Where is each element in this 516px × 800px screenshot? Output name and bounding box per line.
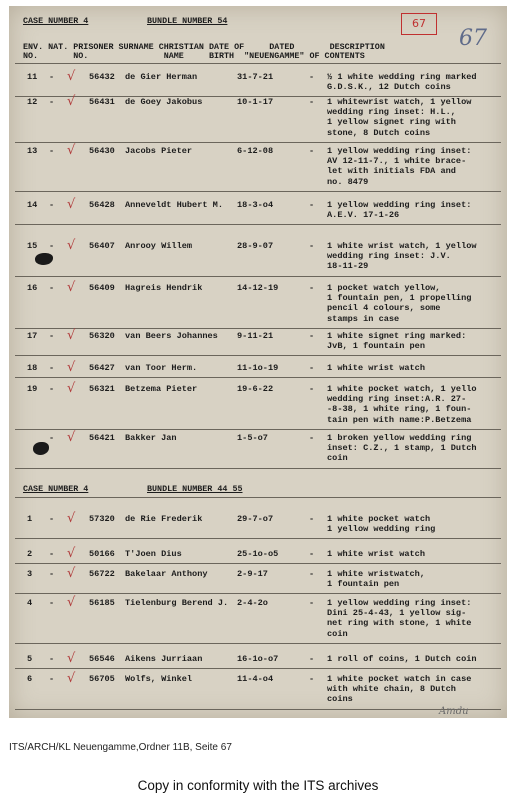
dash: - (309, 654, 315, 664)
birth-date: 10-1-17 (237, 97, 274, 107)
env-number: 14 (27, 200, 38, 210)
dash: - (49, 241, 55, 251)
contents-description: JvB, 1 fountain pen (327, 341, 425, 352)
check-mark: √ (67, 671, 76, 686)
check-mark: √ (67, 381, 76, 396)
row-rule (15, 224, 501, 225)
prisoner-number: 56428 (89, 200, 115, 210)
row-rule (15, 429, 501, 430)
document-page (9, 6, 507, 718)
contents-description: 1 white wrist watch (327, 363, 425, 373)
env-number: 1 (27, 514, 33, 524)
prisoner-number: 56431 (89, 97, 115, 107)
dash: - (309, 674, 315, 684)
prisoner-name: de Rie Frederik (125, 514, 203, 524)
dash: - (309, 549, 315, 559)
check-mark: √ (67, 69, 76, 84)
prisoner-name: van Toor Herm. (125, 363, 198, 373)
dash: - (49, 200, 55, 210)
birth-date: 1-5-o7 (237, 433, 268, 443)
birth-date: 31-7-21 (237, 72, 274, 82)
prisoner-number: 56722 (89, 569, 115, 579)
row-rule (15, 538, 501, 539)
dash: - (49, 72, 55, 82)
prisoner-number: 56546 (89, 654, 115, 664)
case-number-1: CASE NUMBER 4 (23, 16, 89, 26)
dash: - (49, 654, 55, 664)
birth-date: 6-12-08 (237, 146, 274, 156)
archive-reference: ITS/ARCH/KL Neuengamme,Ordner 11B, Seite 67 (9, 742, 232, 753)
header-rule (15, 63, 501, 64)
check-mark: √ (67, 328, 76, 343)
row-rule (15, 355, 501, 356)
contents-description: G.D.S.K., 12 Dutch coins (327, 82, 451, 93)
prisoner-name: T'Joen Dius (125, 549, 182, 559)
prisoner-number: 56430 (89, 146, 115, 156)
dash: - (309, 72, 315, 82)
check-mark: √ (67, 430, 76, 445)
dash: - (309, 241, 315, 251)
contents-description: -8-38, 1 white ring, 1 foun- (327, 404, 472, 415)
contents-description: wedding ring inset: H.L., (327, 107, 456, 118)
contents-description: 1 white pocket watch (327, 514, 431, 524)
ink-blot (35, 253, 53, 265)
contents-description: net ring with stone, 1 white (327, 618, 472, 629)
dash: - (309, 283, 315, 293)
env-number: 17 (27, 331, 38, 341)
env-number: 19 (27, 384, 38, 394)
contents-description: 1 white pocket watch, 1 yello (327, 384, 477, 394)
dash: - (309, 598, 315, 608)
dash: - (49, 433, 55, 443)
env-number: 2 (27, 549, 33, 559)
dash: - (309, 514, 315, 524)
dash: - (49, 331, 55, 341)
contents-description: 1 yellow wedding ring inset: (327, 598, 472, 608)
dash: - (49, 598, 55, 608)
check-mark: √ (67, 595, 76, 610)
contents-description: stamps in case (327, 313, 400, 324)
prisoner-number: 56705 (89, 674, 115, 684)
prisoner-name: Tielenburg Berend J. (125, 598, 229, 608)
check-mark: √ (67, 546, 76, 561)
prisoner-name: Bakelaar Anthony (125, 569, 208, 579)
prisoner-name: Anneveldt Hubert M. (125, 200, 223, 210)
check-mark: √ (67, 143, 76, 158)
prisoner-name: de Goey Jakobus (125, 97, 203, 107)
column-headers-line1: ENV. NAT. PRISONER SURNAME CHRISTIAN DATE OF DATED DESCRIPTION (23, 42, 385, 52)
env-number: 18 (27, 363, 38, 373)
dash: - (49, 384, 55, 394)
prisoner-name: Bakker Jan (125, 433, 177, 443)
dash: - (49, 283, 55, 293)
prisoner-name: Betzema Pieter (125, 384, 198, 394)
row-rule (15, 593, 501, 594)
contents-description: 1 yellow wedding ring (327, 524, 436, 535)
dash: - (309, 331, 315, 341)
contents-description: AV 12-11-7., 1 white brace- (327, 156, 467, 167)
conformity-note: Copy in conformity with the ITS archives (137, 778, 379, 793)
contents-description: inset: C.Z., 1 stamp, 1 Dutch (327, 443, 477, 454)
column-headers-line2: NO. NO. NAME BIRTH "NEUENGAMME" OF CONTENTS (23, 51, 365, 61)
dash: - (49, 549, 55, 559)
dash: - (309, 146, 315, 156)
row-rule (15, 191, 501, 192)
dash: - (309, 433, 315, 443)
signature: Amdu (439, 706, 469, 717)
contents-description: tain pen with name:P.Betzema (327, 414, 472, 425)
row-rule (15, 468, 501, 469)
prisoner-number: 56409 (89, 283, 115, 293)
contents-description: 1 white signet ring marked: (327, 331, 467, 341)
prisoner-name: Aikens Jurriaan (125, 654, 203, 664)
contents-description: coins (327, 694, 353, 705)
prisoner-number: 56432 (89, 72, 115, 82)
contents-description: stone, 8 Dutch coins (327, 127, 431, 138)
birth-date: 16-1o-o7 (237, 654, 279, 664)
env-number: 6 (27, 674, 33, 684)
prisoner-name: van Beers Johannes (125, 331, 218, 341)
page-stamp: 67 (401, 13, 437, 35)
prisoner-number: 56407 (89, 241, 115, 251)
dash: - (309, 97, 315, 107)
contents-description: A.E.V. 17-1-26 (327, 210, 400, 221)
contents-description: with white chain, 8 Dutch (327, 684, 456, 695)
row-rule (15, 276, 501, 277)
row-rule (15, 643, 501, 644)
dash: - (49, 514, 55, 524)
env-number: 15 (27, 241, 38, 251)
contents-description: 1 white pocket watch in case (327, 674, 472, 684)
env-number: 5 (27, 654, 33, 664)
contents-description: 1 white wristwatch, (327, 569, 425, 579)
birth-date: 28-9-07 (237, 241, 274, 251)
contents-description: 1 yellow signet ring with (327, 117, 456, 128)
dash: - (49, 146, 55, 156)
row-rule (15, 142, 501, 143)
check-mark: √ (67, 511, 76, 526)
birth-date: 11-1o-19 (237, 363, 279, 373)
prisoner-number: 56421 (89, 433, 115, 443)
check-mark: √ (67, 280, 76, 295)
check-mark: √ (67, 197, 76, 212)
header-rule-2 (15, 497, 501, 498)
ink-blot (33, 442, 49, 455)
prisoner-number: 50166 (89, 549, 115, 559)
check-mark: √ (67, 360, 76, 375)
env-number: 4 (27, 598, 33, 608)
birth-date: 2-4-2o (237, 598, 268, 608)
birth-date: 19-6-22 (237, 384, 274, 394)
contents-description: 1 white wrist watch (327, 549, 425, 559)
prisoner-name: Anrooy Willem (125, 241, 193, 251)
prisoner-number: 56185 (89, 598, 115, 608)
row-rule (15, 668, 501, 669)
prisoner-name: Hagreis Hendrik (125, 283, 203, 293)
dash: - (49, 97, 55, 107)
check-mark: √ (67, 238, 76, 253)
contents-description: wedding ring inset: J.V. (327, 251, 451, 262)
contents-description: let with initials FDA and (327, 166, 456, 177)
row-rule (15, 563, 501, 564)
env-number: 12 (27, 97, 38, 107)
contents-description: coin (327, 453, 348, 464)
birth-date: 2-9-17 (237, 569, 268, 579)
contents-description: wedding ring inset:A.R. 27- (327, 394, 467, 405)
contents-description: 1 fountain pen (327, 579, 400, 590)
bundle-number-1: BUNDLE NUMBER 54 (147, 16, 228, 26)
env-number: 3 (27, 569, 33, 579)
contents-description: Dini 25-4-43, 1 yellow sig- (327, 608, 467, 619)
contents-description: ½ 1 white wedding ring marked (327, 72, 477, 82)
contents-description: 1 fountain pen, 1 propelling (327, 293, 472, 304)
contents-description: 1 whitewrist watch, 1 yellow (327, 97, 472, 107)
prisoner-name: de Gier Herman (125, 72, 198, 82)
handwritten-page-number: 67 (459, 26, 487, 51)
contents-description: pencil 4 colours, some (327, 303, 441, 314)
contents-description: no. 8479 (327, 176, 369, 187)
dash: - (49, 363, 55, 373)
prisoner-number: 56427 (89, 363, 115, 373)
birth-date: 25-1o-o5 (237, 549, 279, 559)
contents-description: 1 roll of coins, 1 Dutch coin (327, 654, 477, 664)
case-number-2: CASE NUMBER 4 (23, 484, 89, 494)
check-mark: √ (67, 566, 76, 581)
contents-description: coin (327, 628, 348, 639)
dash: - (309, 363, 315, 373)
prisoner-number: 56320 (89, 331, 115, 341)
birth-date: 11-4-o4 (237, 674, 274, 684)
contents-description: 1 yellow wedding ring inset: (327, 200, 472, 210)
prisoner-name: Wolfs, Winkel (125, 674, 193, 684)
prisoner-name: Jacobs Pieter (125, 146, 193, 156)
contents-description: 1 yellow wedding ring inset: (327, 146, 472, 156)
birth-date: 18-3-o4 (237, 200, 274, 210)
bundle-number-2: BUNDLE NUMBER 44 55 (147, 484, 243, 494)
dash: - (309, 569, 315, 579)
row-rule (15, 709, 501, 710)
contents-description: 1 broken yellow wedding ring (327, 433, 472, 443)
check-mark: √ (67, 94, 76, 109)
prisoner-number: 56321 (89, 384, 115, 394)
birth-date: 14-12-19 (237, 283, 279, 293)
row-rule (15, 328, 501, 329)
birth-date: 9-11-21 (237, 331, 274, 341)
dash: - (309, 200, 315, 210)
prisoner-number: 57320 (89, 514, 115, 524)
dash: - (309, 384, 315, 394)
dash: - (49, 674, 55, 684)
check-mark: √ (67, 651, 76, 666)
contents-description: 1 pocket watch yellow, (327, 283, 441, 293)
birth-date: 29-7-o7 (237, 514, 274, 524)
env-number: 11 (27, 72, 38, 82)
contents-description: 1 white wrist watch, 1 yellow (327, 241, 477, 251)
env-number: 16 (27, 283, 38, 293)
contents-description: 18-11-29 (327, 261, 369, 272)
env-number: 13 (27, 146, 38, 156)
row-rule (15, 377, 501, 378)
dash: - (49, 569, 55, 579)
